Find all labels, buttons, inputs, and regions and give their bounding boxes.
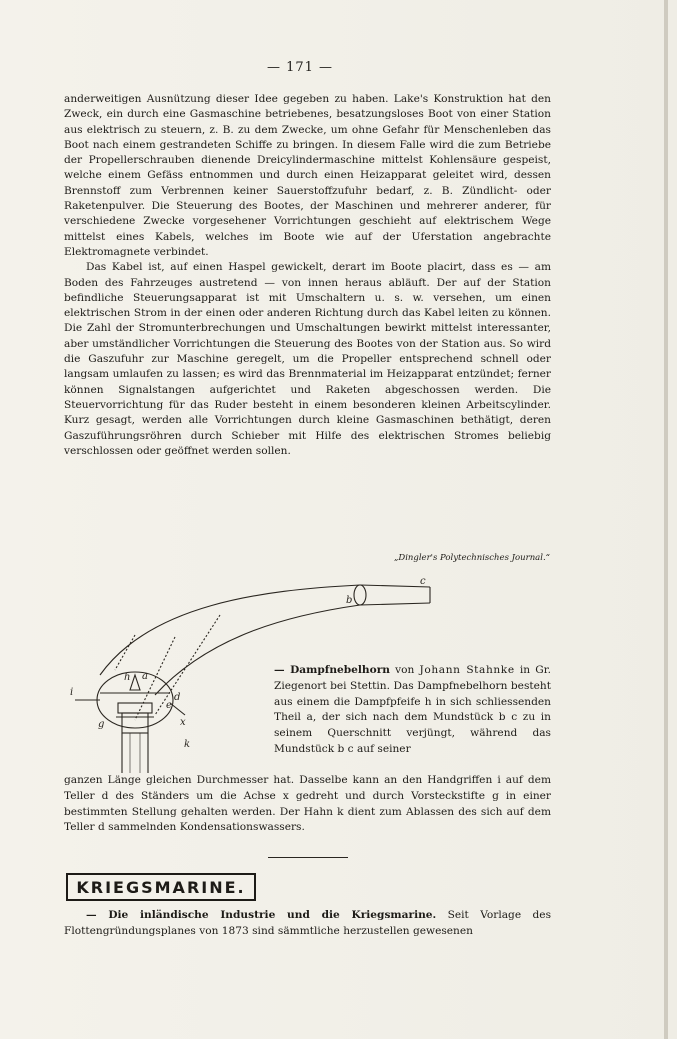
label-x: x bbox=[180, 717, 186, 728]
label-b: b bbox=[346, 595, 353, 606]
label-h: h bbox=[124, 672, 131, 683]
page-number: — 171 — bbox=[266, 60, 334, 75]
steam-horn-bottom-text: ganzen Länge gleichen Durchmesser hat. Dasselbe kann an den Handgriffen i auf dem Teller d des Ständers um die Achse x gedreht und durch Vorsteckstifte g in einer bestimmten Stellung gehalten werden. Der Hahn k dient zum Ablassen des sich auf dem Teller d sammelnden Kondensationswassers. bbox=[64, 774, 551, 834]
section-divider bbox=[268, 857, 348, 858]
steam-horn-side-text bbox=[274, 663, 551, 758]
label-c: c bbox=[420, 576, 426, 587]
navy-article-body: Seit Vorlage des Flottengründungsplanes von 1873 sind sämmtliche herzustellen gewesenen bbox=[64, 909, 552, 937]
label-e: e bbox=[166, 700, 172, 711]
navy-article-title: — Die inländische Industrie und die Kriegsmarine. bbox=[86, 909, 437, 921]
label-a: a bbox=[142, 671, 148, 682]
page-edge bbox=[664, 0, 668, 1039]
navy-article-text bbox=[64, 908, 551, 939]
label-k: k bbox=[184, 739, 191, 750]
article-text bbox=[64, 92, 551, 459]
steam-horn-author-pre: von bbox=[389, 664, 420, 676]
label-g: g bbox=[98, 719, 105, 730]
label-d: d bbox=[174, 692, 181, 703]
paragraph-1: anderweitigen Ausnützung dieser Idee gegeben zu haben. Lake's Konstruktion hat den Zweck, ein durch eine Gasmaschine betriebenes, besatzungsloses Boot von einer Station aus elektrisch zu steuern, z. B. zu dem Zwecke, um ohne Gefahr für Menschenleben das Boot nach einem gestrandeten Schiffe zu bringen. In diesem Falle wird die zum Betriebe der Propellerschrauben dienende Dreicylindermaschine mittelst Kohlensäure gespeist, welche einem Gefäss entnommen und durch einen Heizapparat geleitet wird, dessen Brennstoff zum Verbrennen keiner Sauerstoffzufuhr bedarf, z. B. Zündlicht- oder Raketenpulver. Die Steuerung des Bootes, der Maschinen und mehrerer anderer, für verschiedene Zwecke vorgesehener Vorrichtungen geschieht auf elektrischem Wege mittelst eines Kabels, welches im Boote wie auf der Uferstation angebrachte Elektromagnete verbindet. bbox=[64, 93, 551, 258]
section-heading: KRIEGSMARINE. bbox=[66, 873, 256, 901]
steam-horn-author: Johann Stahnke bbox=[419, 664, 515, 676]
quote-source: „Dingler's Polytechnisches Journal.“ bbox=[393, 553, 550, 563]
label-i: i bbox=[70, 687, 74, 698]
paragraph-2: Das Kabel ist, auf einen Haspel gewickelt, derart im Boote placirt, dass es — am Boden des Fahrzeuges austretend — von innen heraus abläuft. Der auf der Station befindliche Steuerungsapparat ist mit Umschaltern u. s. w. versehen, um einen elektrischen Strom in der einen oder anderen Richtung durch das Kabel leiten zu können. Die Zahl der Stromunterbrechungen und Umschaltungen bewirkt mittelst interessanter, aber umständlicher Vorrichtungen die Steuerung des Bootes von der Station aus. So wird die Gaszufuhr zur Maschine geregelt, um die Propeller entsprechend schnell oder langsam umlaufen zu lassen; es wird das Brennmaterial im Heizapparat entzündet; ferner können Signalstangen aufgerichtet und Raketen abgeschossen werden. Die Steuervorrichtung für das Ruder besteht in einem besonderen kleinen Arbeitscylinder. Kurz gesagt, werden alle Vorrichtungen durch kleine Gasmaschinen bethätigt, deren Gaszuführungsröhren durch Schieber mit Hilfe des elektrischen Stromes beliebig verschlossen oder geöffnet werden sollen. bbox=[64, 261, 551, 457]
steam-horn-title: — Dampfnebelhorn bbox=[274, 664, 390, 676]
steam-horn-description: in Gr. Ziegenort bei Stettin. Das Dampfnebelhorn besteht aus einem die Dampfpfeife h in sich schliessenden Theil a, der sich nach dem Mundstück b c zu in seinem Querschnitt verjüngt, während das Mundstück b c auf seiner bbox=[274, 664, 551, 755]
